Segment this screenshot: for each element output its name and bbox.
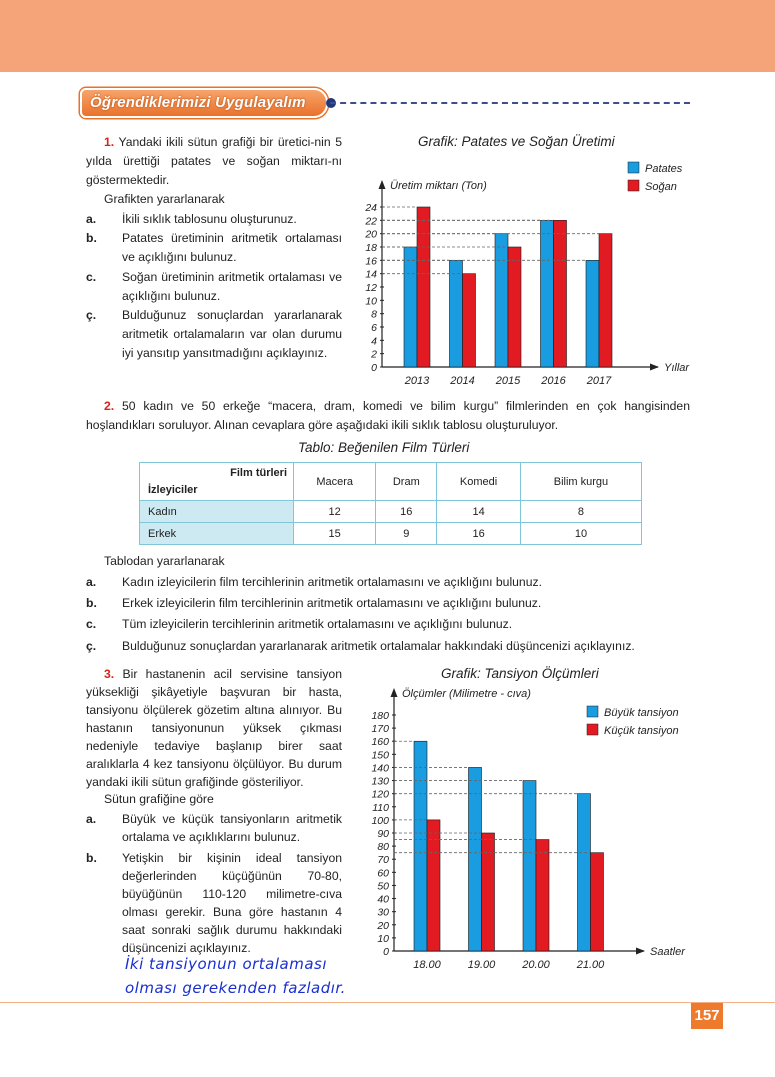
- col-header: Dram: [376, 463, 437, 501]
- legend-swatch: [587, 706, 598, 717]
- q2-item-c: c. Tüm izleyicilerin tercihlerinin aritmetik ortalamasını ve açıklığını bulunuz.: [86, 617, 513, 632]
- chart1-svg: [346, 152, 696, 392]
- handwritten-line-2: olması gerekenden fazladır.: [125, 979, 346, 997]
- y-tick-label: 4: [371, 335, 377, 348]
- bar-series2: [599, 234, 612, 367]
- bar-series1: [586, 260, 599, 367]
- bar-series1: [404, 247, 417, 367]
- bar-series1: [541, 220, 554, 367]
- q1-item-b: b. Patates üretiminin aritmetik ortalaması ve açıklığını bulunuz.: [86, 231, 342, 265]
- x-tick-label: 2015: [495, 375, 521, 387]
- legend-swatch: [628, 180, 639, 191]
- x-tick-label: 2014: [450, 375, 475, 387]
- chart2-title: Grafik: Tansiyon Ölçümleri: [441, 666, 599, 681]
- bar-series1: [450, 260, 463, 367]
- table-cell: 12: [294, 501, 376, 523]
- chart2-svg: [346, 684, 696, 976]
- row-label: Erkek: [140, 523, 294, 545]
- x-axis-label: Yıllar: [664, 362, 690, 374]
- y-axis-label: Üretim miktarı (Ton): [390, 180, 487, 192]
- q3-intro-text: Bir hastanenin acil servisine tansiyon yüksekliği şikâyetiyle başvuran bir hasta, tansiyonu ölçülerek gözetim altına alınıyor. Bu hastanın tansiyonunun yüksek çıkması nedeniyle tedaviye başlanıp birer saat aralıklarla 4 kez tansiyonu ölçülüyor. Bu durum yandaki ikili sütun grafiğinde gösteriliyor.: [86, 667, 342, 789]
- table-cell: 10: [520, 523, 641, 545]
- bar-series2: [417, 207, 430, 367]
- q3-items: [86, 810, 342, 957]
- legend-label: Küçük tansiyon: [604, 725, 679, 737]
- y-tick-label: 0: [383, 946, 389, 958]
- bar-series1: [495, 234, 508, 367]
- x-tick-label: 21.00: [576, 959, 605, 971]
- handwritten-line-1: İki tansiyonun ortalaması: [125, 955, 328, 973]
- q1-item-cc: ç. Bulduğunuz sonuçlardan yararlanarak aritmetik ortalamaların var olan durumu iyi yansıtıp yansıtmadığını açıklayınız.: [86, 308, 342, 361]
- x-axis-label: Saatler: [650, 946, 685, 958]
- y-tick-label: 160: [371, 736, 389, 749]
- y-tick-label: 180: [371, 710, 389, 722]
- x-tick-label: 2013: [404, 375, 430, 387]
- table-cell: 9: [376, 523, 437, 545]
- top-band: [0, 0, 775, 72]
- y-tick-label: 150: [371, 749, 389, 762]
- y-tick-label: 22: [365, 215, 377, 228]
- x-tick-label: 18.00: [413, 959, 441, 971]
- y-axis-arrow: [379, 180, 386, 189]
- x-tick-label: 20.00: [522, 959, 550, 971]
- table-cell: 15: [294, 523, 376, 545]
- table-header-row: [140, 463, 642, 501]
- x-axis-arrow: [650, 364, 659, 371]
- table-cell: 16: [376, 501, 437, 523]
- film-table: [139, 462, 642, 545]
- section-banner: [80, 88, 328, 118]
- q3-item-a: a. Büyük ve küçük tansiyonların aritmetik ortalama ve açıklıklarını bulunuz.: [86, 812, 342, 844]
- q1-intro: [86, 133, 342, 191]
- legend-label: Soğan: [645, 181, 677, 193]
- table-cell: 16: [437, 523, 521, 545]
- q2-intro-text: 50 kadın ve 50 erkeğe “macera, dram, komedi ve bilim kurgu” filmlerinden en çok hangisinden hoşlandıkları soruluyor. Alınan cevaplara göre aşağıdaki ikili sıklık tablosu oluşturuluyor.: [86, 399, 690, 433]
- y-axis-label: Ölçümler (Milimetre - cıva): [402, 688, 531, 700]
- section-title: Öğrendiklerimizi Uygulayalım: [90, 94, 306, 111]
- page-number: 157: [691, 1003, 723, 1029]
- y-tick-label: 8: [371, 308, 377, 321]
- bar-series1: [414, 741, 427, 951]
- q1-intro-text: Yandaki ikili sütun grafiği bir üretici-nin 5 yılda ürettiği patates ve soğan miktarı-nı göstermektedir.: [86, 135, 342, 188]
- q2-number: 2.: [104, 399, 115, 413]
- table-row: [140, 523, 642, 545]
- y-tick-label: 110: [372, 801, 389, 814]
- chart1-title: Grafik: Patates ve Soğan Üretimi: [418, 134, 615, 149]
- y-tick-label: 14: [365, 268, 377, 281]
- q3-number: 3.: [104, 667, 115, 681]
- bar-series1: [523, 781, 536, 951]
- corner-film-types: Film türleri: [230, 467, 287, 479]
- q3-lead: Sütun grafiğine göre: [104, 792, 214, 806]
- q1-item-c: c. Soğan üretiminin aritmetik ortalaması ve açıklığını bulunuz.: [86, 269, 342, 303]
- bar-series2: [536, 840, 549, 951]
- y-tick-label: 80: [377, 841, 389, 854]
- legend-swatch: [628, 162, 639, 173]
- col-header: Bilim kurgu: [520, 463, 641, 501]
- y-tick-label: 0: [371, 362, 377, 374]
- bar-series1: [578, 794, 591, 951]
- table-cell: 14: [437, 501, 521, 523]
- q1-number: 1.: [104, 135, 115, 149]
- x-tick-label: 2017: [586, 375, 612, 387]
- col-header: Macera: [294, 463, 376, 501]
- banner-dashed-line: [330, 102, 690, 104]
- y-tick-label: 16: [365, 255, 377, 268]
- x-axis-arrow: [636, 948, 645, 955]
- bar-series2: [591, 853, 604, 951]
- q3-item-b: b. Yetişkin bir kişinin ideal tansiyon değerlerinden küçüğünün 70-80, büyüğünün 110-120 milimetre-cıva olması gerekir. Buna göre hastanın 4 saat sonraki sağlık durumu hakkındaki düşüncenizi açıklayınız.: [86, 851, 342, 955]
- y-tick-label: 20: [377, 919, 389, 932]
- q2-item-cc: ç. Bulduğunuz sonuçlardan yararlanarak aritmetik ortalamalar hakkındaki düşüncenizi açıklayınız.: [86, 638, 635, 653]
- q2-items: [86, 573, 694, 656]
- table-corner: [140, 463, 294, 501]
- col-header: Komedi: [437, 463, 521, 501]
- y-tick-label: 140: [371, 762, 389, 775]
- q2-item-b: b. Erkek izleyicilerin film tercihlerinin aritmetik ortalamasını ve açıklığını bulunuz.: [86, 596, 542, 611]
- legend-swatch: [587, 724, 598, 735]
- bar-series2: [508, 247, 521, 367]
- y-tick-label: 20: [365, 228, 377, 241]
- q1-lead: Grafikten yararlanarak: [104, 192, 225, 206]
- row-label: Kadın: [140, 501, 294, 523]
- y-tick-label: 12: [365, 282, 377, 294]
- y-tick-label: 50: [377, 880, 389, 893]
- y-tick-label: 40: [377, 893, 389, 906]
- y-tick-label: 24: [365, 202, 377, 214]
- q2-item-a: a. Kadın izleyicilerin film tercihlerinin aritmetik ortalamasını ve açıklığını bulunuz.: [86, 575, 542, 589]
- y-axis-arrow: [391, 688, 398, 697]
- x-tick-label: 19.00: [467, 959, 496, 971]
- q3-intro: [86, 665, 342, 791]
- bar-series2: [427, 820, 440, 951]
- y-tick-label: 6: [371, 322, 377, 334]
- table-title: Tablo: Beğenilen Film Türleri: [298, 440, 470, 455]
- footer-line: [0, 1002, 775, 1003]
- y-tick-label: 2: [371, 348, 377, 361]
- y-tick-label: 90: [377, 828, 389, 840]
- y-tick-label: 70: [377, 854, 389, 867]
- table-cell: 8: [520, 501, 641, 523]
- legend-label: Büyük tansiyon: [604, 707, 679, 719]
- y-tick-label: 10: [365, 295, 377, 308]
- y-tick-label: 120: [371, 788, 389, 801]
- bar-series2: [554, 220, 567, 367]
- y-tick-label: 18: [365, 242, 377, 254]
- q2-lead: Tablodan yararlanarak: [104, 554, 225, 568]
- table-row: [140, 501, 642, 523]
- legend-label: Patates: [645, 163, 683, 175]
- bar-series1: [469, 767, 482, 951]
- corner-viewers: İzleyiciler: [148, 484, 198, 496]
- q1-items: [86, 210, 342, 364]
- bar-series2: [482, 833, 495, 951]
- y-tick-label: 60: [377, 867, 389, 880]
- bar-series2: [463, 274, 476, 367]
- y-tick-label: 100: [371, 814, 389, 827]
- q2-intro: [86, 397, 690, 435]
- y-tick-label: 10: [377, 932, 389, 945]
- y-tick-label: 170: [371, 723, 389, 736]
- q1-item-a: a. İkili sıklık tablosunu oluşturunuz.: [86, 212, 297, 226]
- y-tick-label: 30: [377, 906, 389, 919]
- x-tick-label: 2016: [541, 375, 566, 387]
- y-tick-label: 130: [371, 775, 389, 788]
